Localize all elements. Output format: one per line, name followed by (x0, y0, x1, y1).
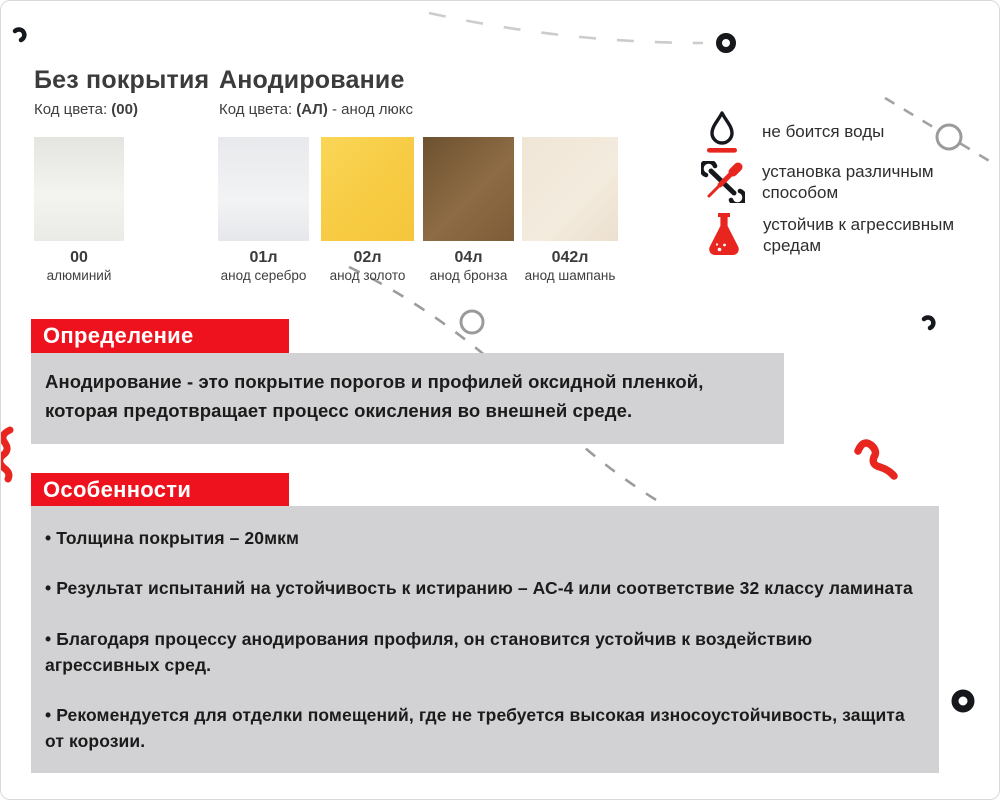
swatch-code: 042л (551, 249, 589, 266)
features-box (31, 506, 939, 773)
swatch-chip (218, 137, 309, 241)
features-heading-banner (31, 473, 289, 506)
features-heading: Особенности (43, 476, 192, 502)
swatch-name: анод серебро (220, 268, 307, 283)
benefit-text: установка различным способом (762, 162, 934, 203)
swatch-chip (423, 137, 514, 241)
anodizing-header (219, 67, 413, 118)
swatch-aluminum (34, 137, 124, 283)
swatch-name: анод шампань (524, 268, 616, 283)
swatch-anod-silver (218, 137, 309, 283)
swatch-anod-gold (321, 137, 414, 283)
swatch-code: 00 (70, 249, 88, 266)
swatch-chip (522, 137, 618, 241)
definition-heading-banner (31, 319, 289, 353)
swatch-code: 02л (353, 249, 382, 266)
benefit-water (704, 109, 884, 155)
swatch-chip (321, 137, 414, 241)
benefit-chem-resistance (705, 211, 958, 259)
no-coating-code: Код цвета: (00) (34, 100, 138, 118)
anodizing-title: Анодирование (219, 66, 405, 94)
swatch-code: 01л (249, 249, 278, 266)
benefit-text: не боится воды (762, 122, 885, 142)
swatch-chip (34, 137, 124, 241)
swatch-anod-bronze (423, 137, 514, 283)
swatch-name: анод золото (329, 268, 406, 283)
feature-item: • Рекомендуется для отделки помещений, где не требуется высокая износоустойчивость, защита от корозии. (45, 702, 923, 755)
tools-icon (701, 161, 745, 203)
flask-icon (705, 211, 743, 259)
feature-item: • Благодаря процессу анодирования профиля, он становится устойчив к воздействию агрессивных сред. (45, 626, 923, 679)
water-drop-icon (704, 109, 740, 155)
feature-item: • Результат испытаний на устойчивость к истиранию – АС-4 или соответствие 32 классу ламината (45, 575, 923, 601)
swatch-anod-champagne (522, 137, 618, 283)
benefit-installation (701, 161, 962, 204)
swatch-code: 04л (454, 249, 483, 266)
definition-box (31, 353, 784, 444)
no-coating-header (34, 67, 209, 118)
content-layer (1, 1, 999, 799)
definition-text: Анодирование - это покрытие порогов и профилей оксидной пленкой, которая предотвращает процесс окисления во внешней среде. (45, 371, 704, 421)
benefit-text: устойчив к агрессивным средам (763, 214, 955, 255)
feature-item: • Толщина покрытия – 20мкм (45, 525, 923, 551)
features-list (45, 525, 923, 755)
swatch-name: алюминий (46, 268, 112, 283)
swatch-name: анод бронза (429, 268, 508, 283)
no-coating-title: Без покрытия (34, 66, 210, 94)
anodizing-code: Код цвета: (АЛ) - анод люкс (219, 100, 413, 118)
definition-heading: Определение (43, 323, 194, 348)
